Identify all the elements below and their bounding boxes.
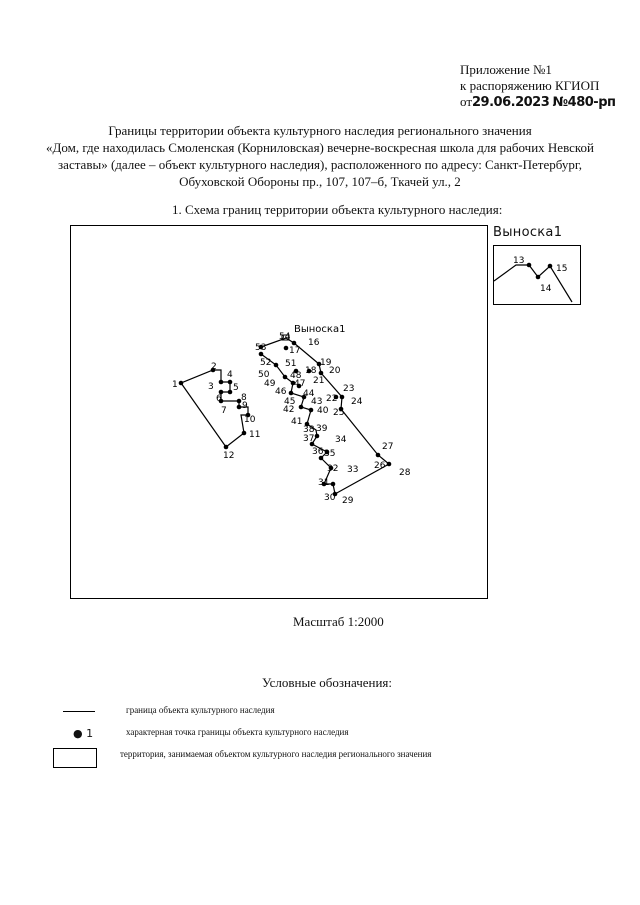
legend-point-text: характерная точка границы объекта культурного наследия xyxy=(126,727,349,737)
section-heading: 1. Схема границ территории объекта культурного наследия: xyxy=(172,202,503,217)
callout-reference-label: Выноска1 xyxy=(294,324,346,335)
annex-date-line xyxy=(460,94,615,111)
point-label: 45 xyxy=(284,397,296,407)
point-label: 16 xyxy=(308,338,320,348)
legend-area-symbol xyxy=(53,748,97,768)
point-label: 25 xyxy=(333,408,345,418)
point-label: 3 xyxy=(208,382,214,392)
point-label: 18 xyxy=(305,366,317,376)
point-label: 52 xyxy=(260,358,272,368)
point-label: 30 xyxy=(324,493,336,503)
boundary-map-svg xyxy=(71,226,487,598)
point-label: 33 xyxy=(347,465,359,475)
title-line-3: заставы» (далее – объект культурного наследия), расположенного по адресу: Санкт-Петербург, xyxy=(58,157,582,172)
point-label: 31 xyxy=(318,478,330,488)
point-label: 37 xyxy=(303,434,315,444)
legend-title: Условные обозначения: xyxy=(262,675,393,690)
point-label: 11 xyxy=(249,430,261,440)
point-label: 48 xyxy=(290,371,302,381)
map-point-labels xyxy=(172,332,411,506)
callout-svg xyxy=(494,246,580,304)
point-label: 17 xyxy=(289,346,301,356)
point-label: 7 xyxy=(221,406,227,416)
annex-prefix: от xyxy=(460,94,473,109)
annex-block xyxy=(460,62,615,111)
point-label: 44 xyxy=(303,389,315,399)
point-label: 46 xyxy=(275,387,287,397)
title-line-2: «Дом, где находилась Смоленская (Корниловская) вечерне-воскресная школа для рабочих Невской xyxy=(45,140,595,155)
boundary-map xyxy=(70,225,488,599)
point-label: 5 xyxy=(233,383,239,393)
point-label: 1 xyxy=(172,380,178,390)
point-label: 32 xyxy=(327,464,339,474)
annex-date: 29.06.2023 xyxy=(472,95,550,110)
callout-point-label: 15 xyxy=(556,264,568,274)
point-label: 2 xyxy=(211,362,217,372)
legend-point-number: 1 xyxy=(86,727,94,740)
point-label: 24 xyxy=(351,397,363,407)
legend-line-symbol xyxy=(63,711,95,712)
legend-area-text: территория, занимаемая объектом культурного наследия регионального значения xyxy=(120,749,432,759)
point-label: 20 xyxy=(329,366,341,376)
point-label: 49 xyxy=(264,379,276,389)
point-label: 8 xyxy=(241,393,247,403)
title-line-1: Границы территории объекта культурного наследия регионального значения xyxy=(108,123,532,138)
point-label: 21 xyxy=(313,376,325,386)
point-label: 28 xyxy=(399,468,411,478)
point-label: 51 xyxy=(285,359,297,369)
point-label: 39 xyxy=(316,424,328,434)
annex-line-2: к распоряжению КГИОП xyxy=(460,78,600,93)
point-label: 22 xyxy=(326,394,338,404)
point-label: 26 xyxy=(374,461,386,471)
legend-line-text: граница объекта культурного наследия xyxy=(126,705,275,715)
point-label: 27 xyxy=(382,442,394,452)
document-title xyxy=(40,122,600,190)
point-label: 19 xyxy=(320,358,332,368)
point-label: 53 xyxy=(255,343,267,353)
point-label: 10 xyxy=(244,415,256,425)
point-label: 41 xyxy=(291,417,303,427)
point-label: 9 xyxy=(242,401,248,411)
point-label: 38 xyxy=(303,425,315,435)
point-label: 42 xyxy=(283,405,295,415)
point-label: 4 xyxy=(227,370,233,380)
point-label: 35 xyxy=(324,449,336,459)
legend-point-symbol: ● 1 xyxy=(73,727,94,740)
callout-box xyxy=(493,245,581,305)
point-label: 54 xyxy=(279,332,291,342)
point-label: 34 xyxy=(335,435,347,445)
point-label: 50 xyxy=(258,370,270,380)
point-label: 43 xyxy=(311,397,323,407)
annex-number: №480-рп xyxy=(552,95,616,110)
callout-point-label: 13 xyxy=(513,256,525,266)
callout-title: Выноска1 xyxy=(493,225,563,240)
point-label: 29 xyxy=(342,496,354,506)
point-label: 47 xyxy=(294,379,306,389)
title-line-4: Обуховской Обороны пр., 107, 107–б, Ткачей ул., 2 xyxy=(179,174,461,189)
callout-point-label: 14 xyxy=(540,284,552,294)
point-label: 40 xyxy=(317,406,329,416)
map-scale: Масштаб 1:2000 xyxy=(293,614,384,629)
point-label: 36 xyxy=(312,447,324,457)
point-label: 23 xyxy=(343,384,355,394)
point-label: 12 xyxy=(223,451,235,461)
point-label: 6 xyxy=(216,394,222,404)
annex-line-1: Приложение №1 xyxy=(460,62,552,77)
